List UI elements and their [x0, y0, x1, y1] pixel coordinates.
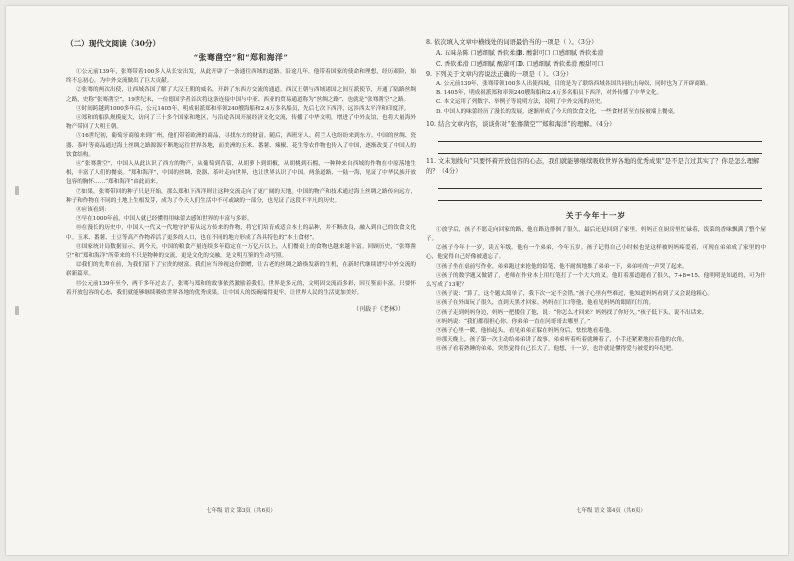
q8-options-row [426, 59, 766, 70]
paragraph: ⑬公元前139年至今，两千多年过去了，张骞与郑和的故事依然激励着我们。世界是多元的，文明因交流而多彩，因互鉴而丰富。只要怀着开放包容的心态，我们就能够继续吸收世界各地的优秀成果，让中国人的饭碗端得更牢，让世界人民的生活更加美好。 [66, 280, 416, 296]
answer-line[interactable] [438, 191, 762, 201]
paragraph: ⑪国家统计局数据显示，到今天，中国的粮食产量连续多年稳定在一万亿斤以上，人们餐桌上的食物也越来越丰富。回顾历史，“张骞凿空”和“郑和海洋”所带来的不只是物种的交流，更是文化的交融，是文明互鉴的生动写照。 [66, 243, 416, 260]
story-paragraph: ①放学后，孩子不愿走向回家的路，他在路边徘徊了很久，最后还是回到了家里。妈妈正在厨房里忙碌着，饭菜的香味飘满了整个屋子。 [426, 226, 766, 243]
story-paragraph: ⑥孩子在外面玩了很久，直到天黑才回家。妈妈在门口等他，他看见妈妈的眼睛红红的。 [436, 300, 655, 307]
paragraph: ⑥“张骞凿空”，中国人从此认识了西方的物产，从葡萄到苜蓿，从胡萝卜到胡椒，从胡桃到石榴，一种种来自西域的作物在中原落地生根，丰富了人们的餐桌。“郑和海洋”，中国的丝绸、瓷器、茶叶走向世界，也让世界认识了中国。两条道路，一陆一海，见证了中华民族开放包容的胸怀……“郑和海洋”由此而来。 [66, 161, 416, 186]
answer-line[interactable] [438, 179, 762, 189]
staple-mark [15, 186, 19, 195]
story-paragraph: ⑪孩子看着熟睡的弟弟，突然觉得自己长大了。他想，十一岁，也许就是懂得爱与被爱的年纪吧。 [436, 346, 677, 353]
story-paragraph: ⑧妈妈说：“我们都很担心你，你弟弟一直在问哥哥去哪里了。” [436, 318, 590, 325]
paragraph: ⑩在漫长的历史中，中国人一代又一代地守护着从远方传来的作物，将它们培育成适合本土的品种，并不断改良，融入到自己的饮食文化中。玉米、番薯、土豆等高产作物养活了更多的人口，也在不同的地方形成了各具特色的“本土食材”。 [66, 225, 416, 241]
q9-option-a[interactable]: A. 公元前139年，张骞带领100多人出使西域，目的是为了联络西域各国共同抗击匈奴，同时也为了开辟商路。 [436, 81, 712, 87]
page-footer-left: 七年级 语文 第3页（共6页） [206, 508, 276, 514]
paragraph: ③时间跨越到1000多年后，公元1405年，明成祖派郑和率领240艘海船和2.4万多名船员，先后七次下西洋，远涉西太平洋和印度洋。 [76, 105, 410, 112]
q8-option-a[interactable]: A. 五味杂陈 口感细腻 香软柔滑 [436, 50, 522, 57]
q8-option-b[interactable]: B. 酸甜可口 口感细腻 香软柔滑 [518, 50, 604, 57]
question-9: 9. 下列关于文章内容说法正确的一项是（ ）。（3分） [426, 71, 573, 78]
article-source: （刊载于《老林》） [352, 306, 404, 314]
story-paragraph: ②孩子今年十一岁，读五年级。他有一个弟弟，今年五岁。孩子记得自己小时候也是这样被妈妈疼爱着，可现在弟弟成了家里的中心，他觉得自己好像被遗忘了。 [426, 245, 766, 261]
q9-option-d[interactable]: D. 中国人的味蕾经历了漫长的发展，逐渐形成了今天的饮食文化，一些食材甚至直接被端上餐桌。 [436, 108, 679, 115]
question-8: 8. 依次填入文章中横线处的词语最恰当的一项是（ ）。（3分） [426, 39, 598, 46]
paragraph: ④郑和的船队规模庞大，访问了三十多个国家和地区，与沿途各国开展经济文化交流，传播了中华文明，增进了中外友谊，也将大量海外物产带回了大明王朝。 [66, 115, 416, 131]
section-heading: （二）现代文阅读（30分） [66, 39, 161, 48]
article-title: “张骞凿空”和“郑和海洋” [193, 53, 289, 62]
q8-option-c[interactable]: C. 香软柔滑 口感细腻 酸甜可口 [436, 61, 522, 68]
left-page [66, 38, 416, 313]
paragraph: ⑤16世纪初，葡萄牙商船来到广州，他们带着欧洲的商品，寻找东方的财富。随后，西班牙人、荷兰人也纷纷来到东方。中国的丝绸、瓷器、茶叶等商品通过海上丝绸之路源源不断地运往世界各地，而美洲的玉米、番薯、辣椒、花生等农作物也传入了中国，逐渐改变了中国人的饮食结构。 [66, 133, 416, 158]
question-10: 10. 结合文章内容，谈谈你对“张骞凿空”“郑和海洋”的理解。（4分） [426, 120, 616, 128]
q8-option-d[interactable]: D. 口感细腻 香软柔滑 酸甜可口 [518, 61, 604, 68]
story-paragraph: ⑩那天晚上，孩子第一次主动给弟弟讲了故事。弟弟听着听着就睡着了，小手还紧紧地拉着他的衣角。 [436, 337, 688, 344]
exam-sheet [6, 6, 788, 555]
paragraph: ⑨早在1000年前，中国人就已经懂得用味蕾去感知世界的丰富与多彩。 [76, 216, 253, 223]
story-paragraph: ③孩子坐在桌前写作业，弟弟跑过来抢他的铅笔，他不耐烦地推了弟弟一下，弟弟哇的一声哭了起来。 [436, 263, 688, 270]
story-paragraph: ⑦孩子走到妈妈身边，妈妈一把搂住了他，说：“你怎么才回来？妈妈找了你好久。”孩子低下头，说不出话来。 [436, 309, 708, 316]
question-11: 11. 文末划线句“只要怀着开放包容的心态，我们就能够继续吸收世界各地的优秀成果”是不是言过其实了？你是怎么理解的？（4分） [426, 157, 760, 175]
paragraph: ①公元前139年，张骞带着100多人从长安出发，从此开辟了一条通往西域的道路。沿途几年，他带着国家的使命和理想，经历艰险，始终不忘初心，为中外交流做出了巨大贡献。 [66, 69, 416, 85]
answer-line[interactable] [438, 132, 762, 142]
story-paragraph: ⑤孩子说：“算了，这个题太简单了，我下次一定不会错。”孩子心里有些难过，他知道妈妈看到了又会说他粗心。 [436, 291, 714, 298]
q9-option-b[interactable]: B. 1405年，明成祖派郑和率领240艘海船和2.4万多名船员下西洋，对外传播了中华文化。 [436, 90, 663, 97]
paragraph: ②张骞的两次出使，让西域各国了解了大汉王朝的威名，开辟了东西方交流的通道。西汉王朝与西域诸国之间互派使节，开通了陆路丝绸之路，史称“张骞凿空”。19世纪末，一位德国学者首次将这条连接中国与中亚、西亚的贸易通道称为“丝绸之路”，也就是“张骞凿空”之路。 [66, 87, 416, 103]
answer-line[interactable] [438, 144, 762, 154]
q9-option-c[interactable]: C. 本文运用了列数字、举例子等说明方法，说明了中外交流的历史。 [436, 99, 606, 106]
story-title: 关于今年十一岁 [565, 210, 627, 220]
right-page [426, 38, 766, 355]
paragraph: ⑦如果，张骞带回的种子只是开始，那么郑和下西洋则让这种交流走向了更广阔的天地。中国的物产和技术通过海上丝绸之路传向远方，种子和作物在不同的土地上生根发芽，成为了今天人们生活中不可或缺的一部分，也见证了这段不平凡的历史。 [66, 188, 416, 204]
paragraph: ⑫我们的先辈在前，为我们留下了宝贵的财富。我们应当珍视这份馈赠，让古老的丝绸之路焕发新的生机，在新时代继续谱写中外交流的崭新篇章。 [66, 262, 416, 278]
story-paragraph: ④孩子的数学题又做错了，老师在作业本上用红笔打了一个大大的叉。他盯着那道题看了很久，7+8=15，他明明是知道的，可为什么写成了13呢？ [426, 272, 766, 289]
staple-mark [15, 306, 19, 315]
story-paragraph: ⑨孩子心里一暖，他抬起头，看见弟弟正躲在妈妈身后，怯怯地看着他。 [436, 328, 616, 335]
page-footer-right: 七年级 语文 第4页（共6页） [576, 508, 646, 514]
q8-options-row [426, 48, 766, 59]
paragraph: ⑧应该看到： [76, 207, 110, 214]
